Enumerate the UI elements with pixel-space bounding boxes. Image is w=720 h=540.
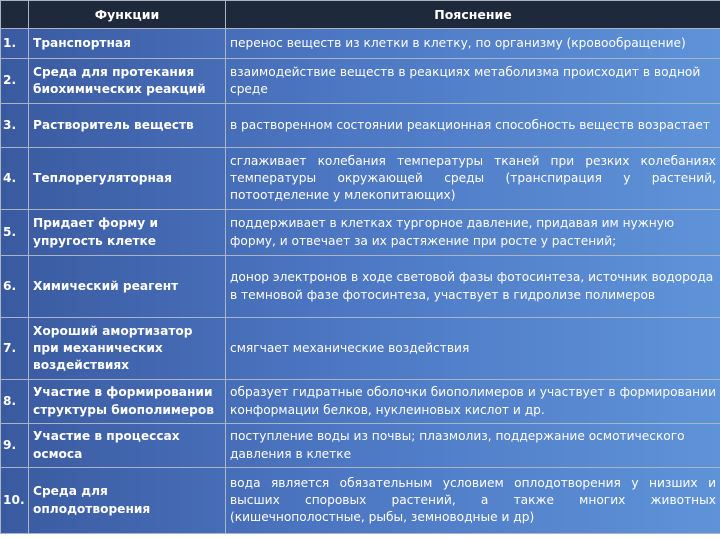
row-function: Участие в формировании структуры биополимеров <box>29 380 226 424</box>
row-explanation: поддерживает в клетках тургорное давление, придавая им нужную форму, и отвечает за их растяжение при росте у растений; <box>226 210 720 256</box>
row-number: 2. <box>1 59 29 104</box>
table-row <box>1 59 720 104</box>
row-number: 10. <box>1 468 29 534</box>
table-row <box>1 29 720 59</box>
row-number: 9. <box>1 424 29 468</box>
table-row <box>1 380 720 424</box>
row-number: 6. <box>1 256 29 318</box>
row-explanation: смягчает механические воздействия <box>226 318 720 380</box>
row-explanation: взаимодействие веществ в реакциях метаболизма происходит в водной среде <box>226 59 720 104</box>
table-row <box>1 318 720 380</box>
row-function: Хороший амортизатор при механических воздействиях <box>29 318 226 380</box>
table-row <box>1 468 720 534</box>
row-number: 1. <box>1 29 29 59</box>
row-explanation: перенос веществ из клетки в клетку, по организму (кровообращение) <box>226 29 720 59</box>
row-number: 5. <box>1 210 29 256</box>
row-function: Химический реагент <box>29 256 226 318</box>
row-number: 8. <box>1 380 29 424</box>
table-row <box>1 104 720 148</box>
row-explanation: сглаживает колебания температуры тканей при резких колебаниях температуры окружающей среды (транспирация у растений, потоотделение у млекопитающих) <box>226 148 720 210</box>
row-function: Теплорегуляторная <box>29 148 226 210</box>
header-num <box>1 1 29 29</box>
row-explanation: поступление воды из почвы; плазмолиз, поддержание осмотического давления в клетке <box>226 424 720 468</box>
row-function: Придает форму и упругость клетке <box>29 210 226 256</box>
row-function: Участие в процессах осмоса <box>29 424 226 468</box>
table-header-row <box>1 1 720 29</box>
row-number: 4. <box>1 148 29 210</box>
row-number: 3. <box>1 104 29 148</box>
row-explanation: в растворенном состоянии реакционная способность веществ возрастает <box>226 104 720 148</box>
table-row <box>1 424 720 468</box>
row-explanation: донор электронов в ходе световой фазы фотосинтеза, источник водорода в темновой фазе фотосинтеза, участвует в гидролизе полимеров <box>226 256 720 318</box>
row-explanation: образует гидратные оболочки биополимеров и участвует в формировании конформации белков, нуклеиновых кислот и др. <box>226 380 720 424</box>
table-row <box>1 256 720 318</box>
table-row <box>1 210 720 256</box>
header-functions: Функции <box>29 1 226 29</box>
row-explanation: вода является обязательным условием оплодотворения у низших и высших споровых растений, а также многих животных (кишечнополостные, рыбы, земноводные и др) <box>226 468 720 534</box>
header-explanation: Пояснение <box>226 1 720 29</box>
row-function: Среда для протекания биохимических реакций <box>29 59 226 104</box>
row-function: Среда для оплодотворения <box>29 468 226 534</box>
row-function: Транспортная <box>29 29 226 59</box>
row-number: 7. <box>1 318 29 380</box>
row-function: Растворитель веществ <box>29 104 226 148</box>
table-row <box>1 148 720 210</box>
